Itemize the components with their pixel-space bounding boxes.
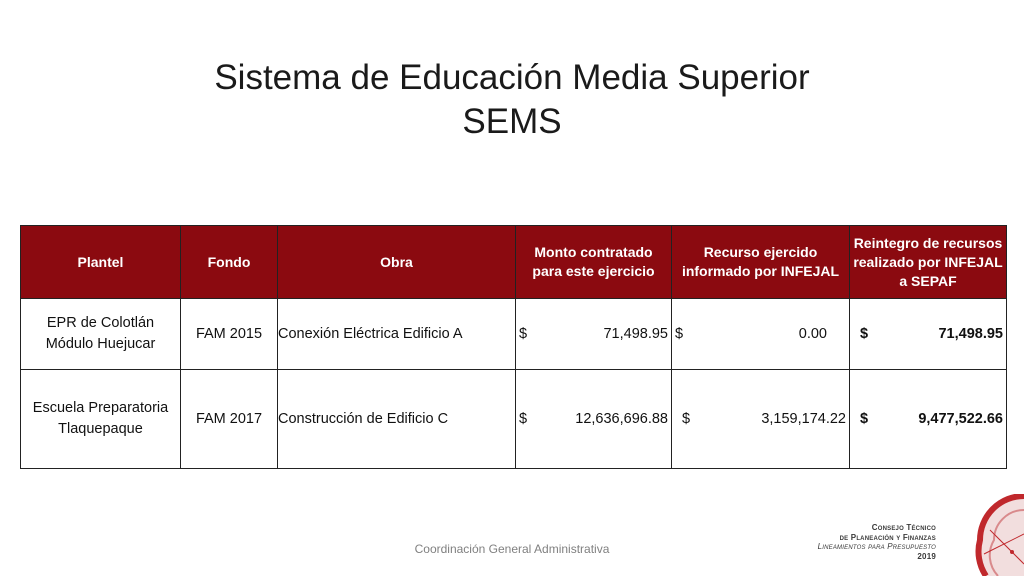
- cell-plantel: EPR de Colotlán Módulo Huejucar: [21, 299, 181, 370]
- currency-symbol: $: [860, 325, 869, 342]
- table-header-row: [21, 226, 1007, 299]
- currency-symbol: $: [519, 325, 528, 342]
- cell-monto: [516, 370, 672, 469]
- slide-title-line1: Sistema de Educación Media Superior: [214, 58, 810, 97]
- cell-ejercido: [672, 370, 850, 469]
- slide-title-line2: SEMS: [462, 102, 562, 141]
- currency-symbol: $: [682, 410, 691, 427]
- currency-symbol: $: [860, 410, 869, 427]
- header-obra: Obra: [278, 226, 516, 299]
- cell-obra: Construcción de Edificio C: [278, 370, 516, 469]
- amount: 12,636,696.88: [575, 410, 668, 427]
- cell-ejercido: [672, 299, 850, 370]
- header-plantel: Plantel: [21, 226, 181, 299]
- cell-fondo: FAM 2015: [181, 299, 278, 370]
- footer-text: Coordinación General Administrativa: [414, 542, 610, 556]
- logo-line1: Consejo Técnico: [871, 523, 936, 532]
- table-row: [21, 370, 1007, 469]
- logo-line3: Lineamientos para Presupuesto: [817, 542, 936, 551]
- funds-table: [20, 225, 1007, 469]
- header-monto: Monto contratado para este ejercicio: [516, 226, 672, 299]
- amount: 3,159,174.22: [761, 410, 846, 427]
- currency-symbol: $: [519, 410, 528, 427]
- slide-title: [0, 56, 1024, 144]
- cell-plantel: Escuela Preparatoria Tlaquepaque: [21, 370, 181, 469]
- amount: 0.00: [798, 325, 827, 342]
- cell-fondo: FAM 2017: [181, 370, 278, 469]
- cell-reintegro: [850, 370, 1007, 469]
- logo-line2: de Planeación y Finanzas: [839, 532, 936, 542]
- header-recurso-ejercido: Recurso ejercido informado por INFEJAL: [672, 226, 850, 299]
- logo-emblem-icon: [944, 494, 1024, 576]
- amount: 71,498.95: [603, 325, 668, 342]
- cell-monto: [516, 299, 672, 370]
- logo-text: [806, 523, 936, 561]
- header-fondo: Fondo: [181, 226, 278, 299]
- header-reintegro: Reintegro de recursos realizado por INFEJAL a SEPAF: [850, 226, 1007, 299]
- amount: 9,477,522.66: [918, 410, 1003, 427]
- cell-reintegro: [850, 299, 1007, 370]
- currency-symbol: $: [675, 325, 684, 342]
- table-row: [21, 299, 1007, 370]
- cell-obra: Conexión Eléctrica Edificio A: [278, 299, 516, 370]
- logo-year: 2019: [917, 551, 936, 561]
- amount: 71,498.95: [938, 325, 1003, 342]
